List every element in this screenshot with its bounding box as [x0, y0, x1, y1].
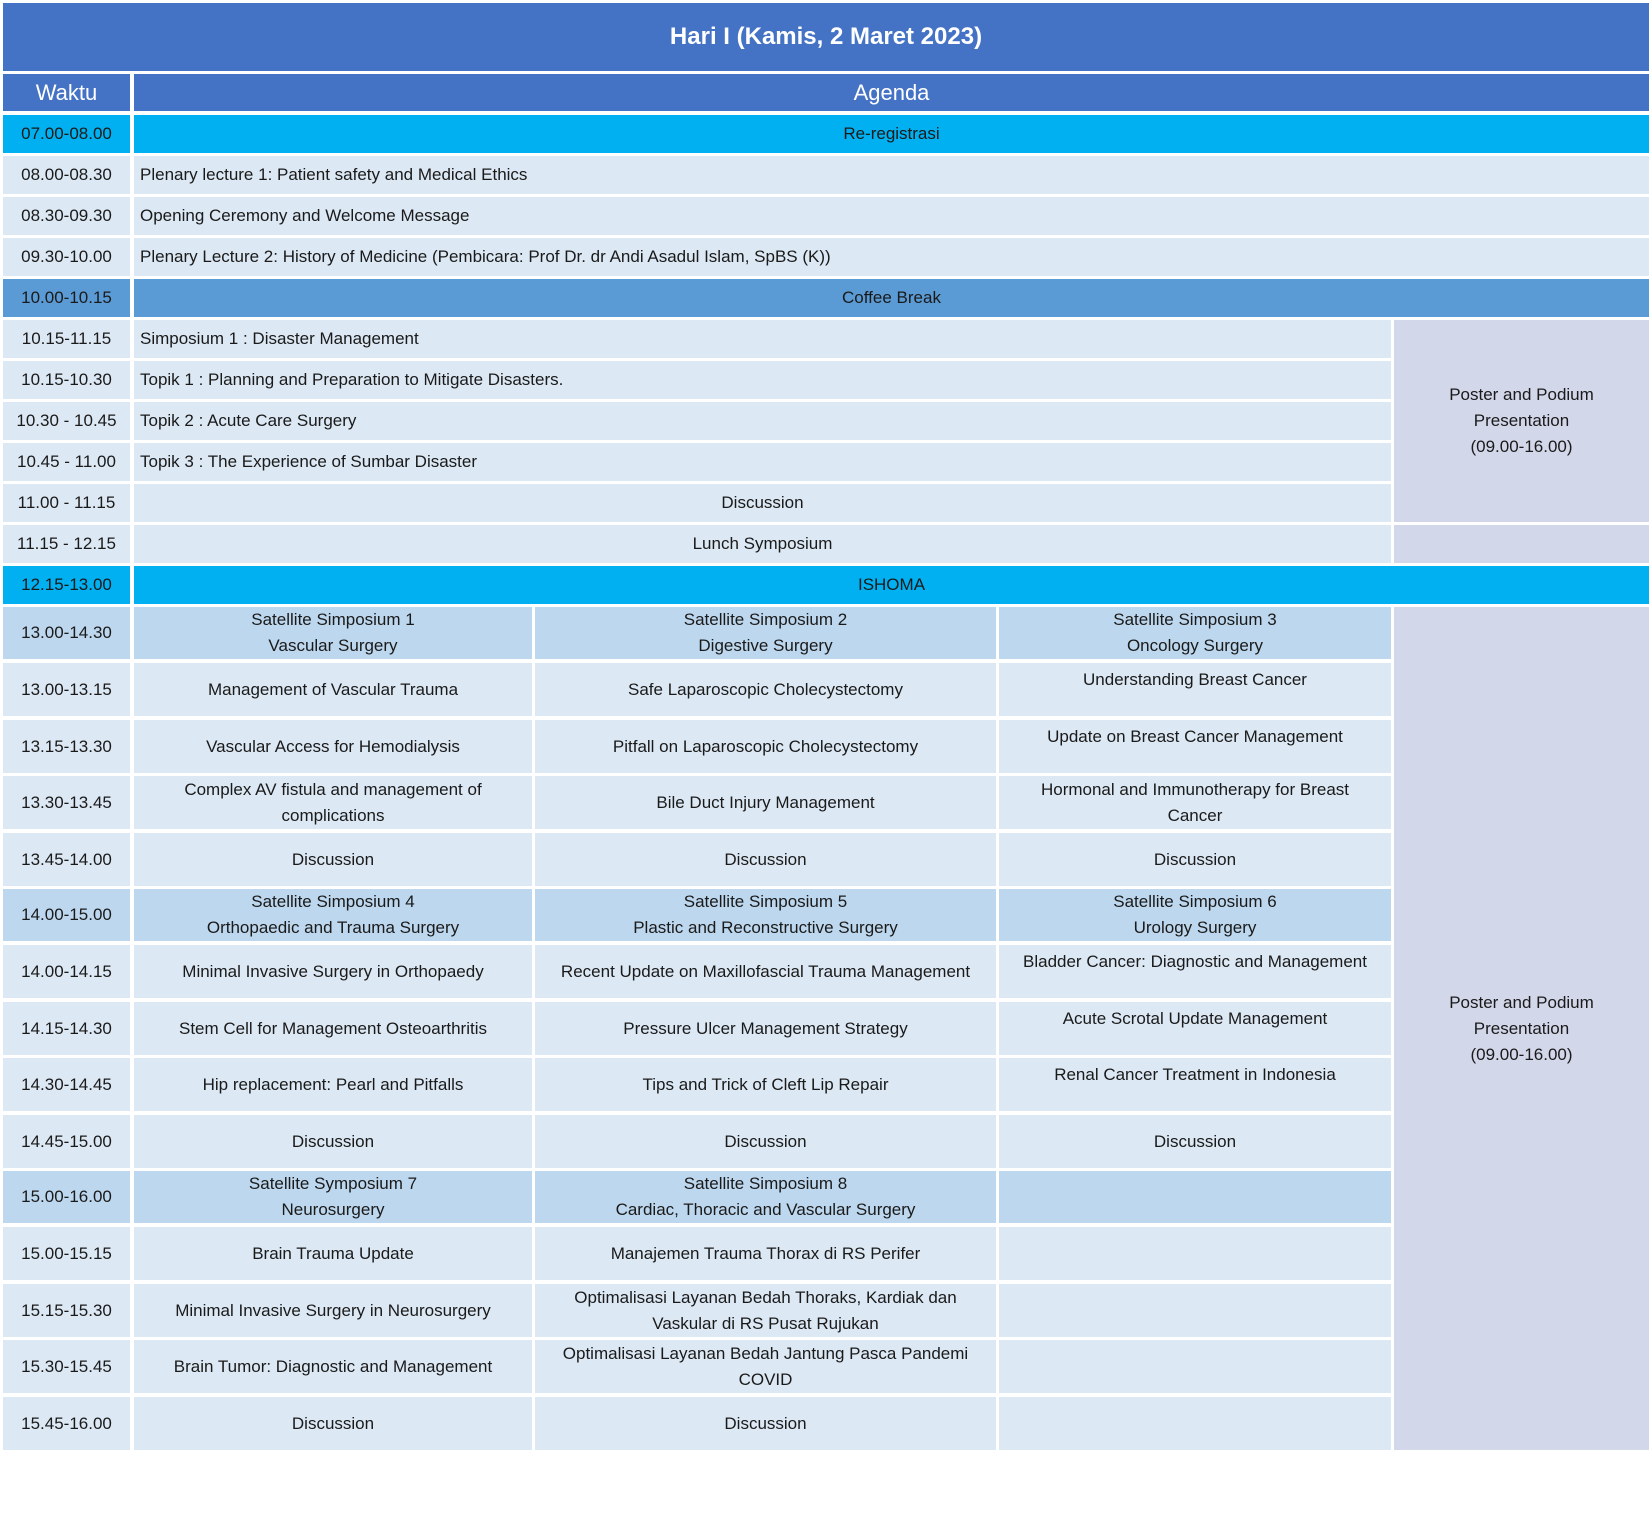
time-cell: 10.30 - 10.45 — [3, 402, 130, 440]
satellite-header: Satellite Simposium 5 Plastic and Reconstructive Surgery — [535, 889, 996, 941]
session-cell: Optimalisasi Layanan Bedah Thoraks, Kardiak dan Vaskular di RS Pusat Rujukan — [535, 1284, 996, 1337]
session-cell: Brain Trauma Update — [134, 1227, 532, 1280]
satellite-header: Satellite Simposium 1 Vascular Surgery — [134, 607, 532, 659]
time-cell: 14.45-15.00 — [3, 1115, 130, 1168]
satellite-header: Satellite Simposium 8 Cardiac, Thoracic and Vascular Surgery — [535, 1171, 996, 1223]
time-cell: 10.15-11.15 — [3, 320, 130, 358]
time-cell: 13.15-13.30 — [3, 720, 130, 773]
session-cell: Pressure Ulcer Management Strategy — [535, 1002, 996, 1055]
agenda-cell: Opening Ceremony and Welcome Message — [134, 197, 1649, 235]
agenda-cell: Discussion — [134, 484, 1391, 522]
session-cell-empty — [999, 1340, 1391, 1393]
agenda-cell-reregistration: Re-registrasi — [134, 115, 1649, 153]
time-cell: 15.30-15.45 — [3, 1340, 130, 1393]
time-cell: 15.00-16.00 — [3, 1171, 130, 1223]
session-cell: Understanding Breast Cancer — [999, 663, 1391, 716]
session-cell-empty — [999, 1397, 1391, 1450]
session-cell-empty — [999, 1227, 1391, 1280]
schedule-title: Hari I (Kamis, 2 Maret 2023) — [3, 3, 1649, 71]
satellite-header: Satellite Simposium 4 Orthopaedic and Trauma Surgery — [134, 889, 532, 941]
time-cell: 12.15-13.00 — [3, 566, 130, 604]
session-cell: Recent Update on Maxillofascial Trauma Management — [535, 945, 996, 998]
session-cell: Brain Tumor: Diagnostic and Management — [134, 1340, 532, 1393]
time-cell: 07.00-08.00 — [3, 115, 130, 153]
session-cell: Vascular Access for Hemodialysis — [134, 720, 532, 773]
time-cell: 08.30-09.30 — [3, 197, 130, 235]
agenda-cell-lunch: Lunch Symposium — [134, 525, 1391, 563]
time-cell: 13.30-13.45 — [3, 776, 130, 829]
poster-column-blank — [1394, 525, 1649, 563]
session-cell: Pitfall on Laparoscopic Cholecystectomy — [535, 720, 996, 773]
time-cell: 10.45 - 11.00 — [3, 443, 130, 481]
session-cell: Update on Breast Cancer Management — [999, 720, 1391, 773]
agenda-cell: Simposium 1 : Disaster Management — [134, 320, 1391, 358]
time-cell: 10.00-10.15 — [3, 279, 130, 317]
time-cell: 14.00-14.15 — [3, 945, 130, 998]
session-cell: Acute Scrotal Update Management — [999, 1002, 1391, 1055]
session-cell: Complex AV fistula and management of complications — [134, 776, 532, 829]
time-cell: 15.00-15.15 — [3, 1227, 130, 1280]
poster-presentation-cell: Poster and Podium Presentation (09.00-16.00) — [1394, 607, 1649, 1450]
session-cell: Discussion — [134, 833, 532, 886]
time-cell: 11.15 - 12.15 — [3, 525, 130, 563]
session-cell: Discussion — [134, 1397, 532, 1450]
satellite-header: Satellite Simposium 6 Urology Surgery — [999, 889, 1391, 941]
session-cell: Discussion — [999, 1115, 1391, 1168]
session-cell: Hormonal and Immunotherapy for Breast Cancer — [999, 776, 1391, 829]
header-waktu: Waktu — [3, 74, 130, 111]
time-cell: 09.30-10.00 — [3, 238, 130, 276]
session-cell: Discussion — [134, 1115, 532, 1168]
time-cell: 14.15-14.30 — [3, 1002, 130, 1055]
time-cell: 14.00-15.00 — [3, 889, 130, 941]
session-cell: Discussion — [535, 1397, 996, 1450]
satellite-header-empty — [999, 1171, 1391, 1223]
agenda-cell: Plenary lecture 1: Patient safety and Medical Ethics — [134, 156, 1649, 194]
time-cell: 10.15-10.30 — [3, 361, 130, 399]
agenda-cell-ishoma: ISHOMA — [134, 566, 1649, 604]
agenda-cell: Topik 2 : Acute Care Surgery — [134, 402, 1391, 440]
time-cell: 13.45-14.00 — [3, 833, 130, 886]
session-cell: Discussion — [535, 833, 996, 886]
agenda-cell: Topik 3 : The Experience of Sumbar Disaster — [134, 443, 1391, 481]
agenda-cell: Plenary Lecture 2: History of Medicine (Pembicara: Prof Dr. dr Andi Asadul Islam, SpBS (K)) — [134, 238, 1649, 276]
agenda-cell-coffee-break: Coffee Break — [134, 279, 1649, 317]
session-cell: Minimal Invasive Surgery in Orthopaedy — [134, 945, 532, 998]
session-cell: Tips and Trick of Cleft Lip Repair — [535, 1058, 996, 1111]
time-cell: 15.45-16.00 — [3, 1397, 130, 1450]
session-cell: Stem Cell for Management Osteoarthritis — [134, 1002, 532, 1055]
agenda-cell: Topik 1 : Planning and Preparation to Mitigate Disasters. — [134, 361, 1391, 399]
poster-presentation-cell: Poster and Podium Presentation (09.00-16.00) — [1394, 320, 1649, 522]
satellite-header: Satellite Simposium 3 Oncology Surgery — [999, 607, 1391, 659]
time-cell: 08.00-08.30 — [3, 156, 130, 194]
time-cell: 13.00-14.30 — [3, 607, 130, 659]
session-cell: Discussion — [535, 1115, 996, 1168]
time-cell: 15.15-15.30 — [3, 1284, 130, 1337]
session-cell: Renal Cancer Treatment in Indonesia — [999, 1058, 1391, 1111]
satellite-header: Satellite Symposium 7 Neurosurgery — [134, 1171, 532, 1223]
session-cell: Optimalisasi Layanan Bedah Jantung Pasca Pandemi COVID — [535, 1340, 996, 1393]
session-cell: Discussion — [999, 833, 1391, 886]
session-cell: Minimal Invasive Surgery in Neurosurgery — [134, 1284, 532, 1337]
session-cell: Bladder Cancer: Diagnostic and Management — [999, 945, 1391, 998]
session-cell: Management of Vascular Trauma — [134, 663, 532, 716]
satellite-header: Satellite Simposium 2 Digestive Surgery — [535, 607, 996, 659]
header-agenda: Agenda — [134, 74, 1649, 111]
session-cell: Safe Laparoscopic Cholecystectomy — [535, 663, 996, 716]
session-cell: Hip replacement: Pearl and Pitfalls — [134, 1058, 532, 1111]
session-cell: Manajemen Trauma Thorax di RS Perifer — [535, 1227, 996, 1280]
time-cell: 11.00 - 11.15 — [3, 484, 130, 522]
time-cell: 13.00-13.15 — [3, 663, 130, 716]
time-cell: 14.30-14.45 — [3, 1058, 130, 1111]
session-cell-empty — [999, 1284, 1391, 1337]
session-cell: Bile Duct Injury Management — [535, 776, 996, 829]
